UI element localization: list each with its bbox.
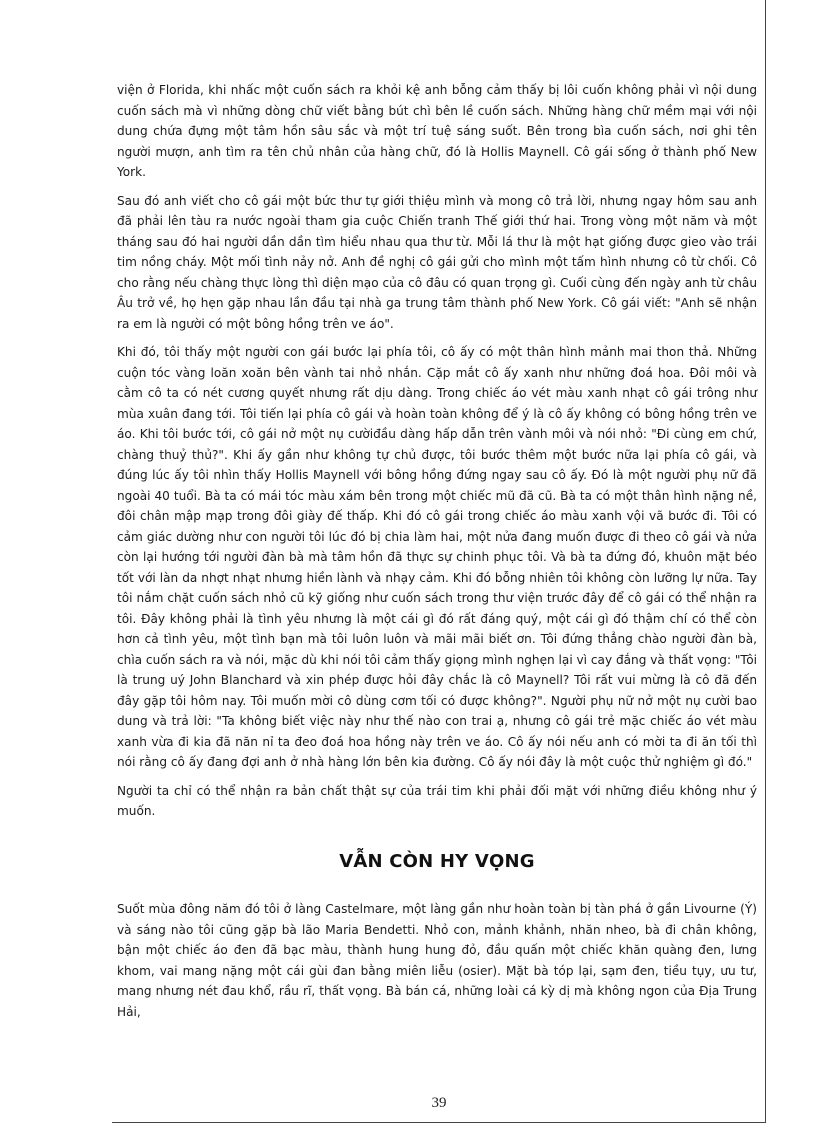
- page-content: [117, 80, 757, 1030]
- paragraph-moral: Người ta chỉ có thể nhận ra bản chất thật sự của trái tim khi phải đối mặt với những điều không như ý muốn.: [117, 783, 757, 818]
- paragraph-meeting: Khi đó, tôi thấy một người con gái bước lại phía tôi, cô ấy có một thân hình mảnh mai thon thả. Những cuộn tóc vàng loăn xoăn bên vành tai nhỏ nhắn. Cặp mắt cô ấy xanh như những đoá hoa. Đôi môi và cằm cô ta có nét cương quyết nhưng rất dịu dàng. Trong chiếc áo vét màu xanh nhạt cô gái trông như mùa xuân đang tới. Tôi tiến lại phía cô gái và hoàn toàn không để ý là cô ấy không có bông hồng trên ve áo. Khi tôi bước tới, cô gái nở một nụ cườiđầu dàng hấp dẫn trên vành môi và nói nhỏ: "Đi cùng em chứ, chàng thuỷ thủ?". Khi ấy gần như không tự chủ được, tôi bước thêm một bước nữa lại phía cô gái, và đúng lúc ấy tôi nhìn thấy Hollis Maynell với bông hồng đứng ngay sau cô ấy. Đó là một người phụ nữ đã ngoài 40 tuổi. Bà ta có mái tóc màu xám bên trong một chiếc mũ đã cũ. Bà ta có một thân hình nặng nề, đôi chân mập mạp trong đôi giày đế thấp. Khi đó cô gái trong chiếc áo màu xanh vội vã bước đi. Tôi có cảm giác dường như con người tôi lúc đó bị chia làm hai, một nửa đang muốn được đi theo cô gái và nửa còn lại hướng tới người đàn bà mà tâm hồn đã thực sự chinh phục tôi. Và bà ta đứng đó, khuôn mặt béo tốt với làn da nhợt nhạt nhưng hiền lành và nhạy cảm. Khi đó bỗng nhiên tôi không còn lưỡng lự nữa. Tay tôi nắm chặt cuốn sách nhỏ cũ kỹ giống như cuốn sách trong thư viện trước đây để cô gái có thể nhận ra tôi. Đây không phải là tình yêu nhưng là một cái gì đó rất đáng quý, một cái gì đó thậm chí có thể còn hơn cả tình yêu, một tình bạn mà tôi luôn luôn và mãi mãi biết ơn. Tôi đứng thẳng chào người đàn bà, chìa cuốn sách ra và nói, mặc dù khi nói tôi cảm thấy giọng mình nghẹn lại vì cay đắng và thất vọng: "Tôi là trung uý John Blanchard và xin phép được hỏi đây chắc là cô Maynell? Tôi rất vui mừng là cô đã đến đây gặp tôi hôm nay. Tôi muốn mời cô dùng cơm tối có được không?". Người phụ nữ nở một nụ cười bao dung và trả lời: "Ta không biết việc này như thế nào con trai ạ, nhưng cô gái trẻ mặc chiếc áo vét màu xanh vừa đi kia đã năn nỉ ta đeo đoá hoa hồng này trên ve áo. Cô ấy nói nếu anh có mời ta đi ăn tối thì nói rằng cô ấy đang đợi anh ở nhà hàng lớn bên kia đường. Cô ấy nói đây là một cuộc thử nghiệm gì đó.": [117, 345, 757, 769]
- paragraph-library-book: viện ở Florida, khi nhấc một cuốn sách ra khỏi kệ anh bỗng cảm thấy bị lôi cuốn không phải vì nội dung cuốn sách mà vì những dòng chữ viết bằng bút chì bên lề cuốn sách. Những hàng chữ mềm mại với nội dung chứa đựng một tâm hồn sâu sắc và một trí tuệ sáng suốt. Bên trong bìa cuốn sách, nơi ghi tên người mượn, anh tìm ra tên chủ nhân của hàng chữ, đó là Hollis Maynell. Cô gái sống ở thành phố New York.: [117, 83, 757, 179]
- section-title: VẪN CÒN HY VỌNG: [339, 850, 535, 872]
- paragraph-castelmare: Suốt mùa đông năm đó tôi ở làng Castelmare, một làng gần như hoàn toàn bị tàn phá ở gần Livourne (Ý) và sáng nào tôi cũng gặp bà lão Maria Bendetti. Nhỏ con, mảnh khảnh, nhăn nheo, bà đi chân không, bận một chiếc áo đen đã bạc màu, thành hung hung đỏ, đầu quấn một chiếc khăn quàng đen, lưng khom, vai mang nặng một cái gùi đan bằng miên liễu (osier). Mặt bà tóp lại, sạm đen, tiều tụy, ưu tư, mang nhưng nét đau khổ, rầu rĩ, thất vọng. Bà bán cá, những loài cá kỳ dị mà không ngon của Địa Trung Hải,: [117, 902, 757, 1019]
- page-number: 39: [431, 1095, 447, 1111]
- document-page: [112, 0, 766, 1123]
- paragraph-letters: Sau đó anh viết cho cô gái một bức thư tự giới thiệu mình và mong cô trả lời, nhưng ngay hôm sau anh đã phải lên tàu ra nước ngoài tham gia cuộc Chiến tranh Thế giới thứ hai. Trong vòng một năm và một tháng sau đó hai người dần dần tìm hiểu nhau qua thư từ. Mỗi lá thư là một hạt giống được gieo vào trái tim nồng cháy. Một mối tình nảy nở. Anh đề nghị cô gái gửi cho mình một tấm hình nhưng cô từ chối. Cô cho rằng nếu chàng thực lòng thì diện mạo của cô đâu có quan trọng gì. Cuối cùng đến ngày anh từ châu Âu trở về, họ hẹn gặp nhau lần đầu tại nhà ga trung tâm thành phố New York. Cô gái viết: "Anh sẽ nhận ra em là người có một bông hồng trên ve áo".: [117, 193, 757, 331]
